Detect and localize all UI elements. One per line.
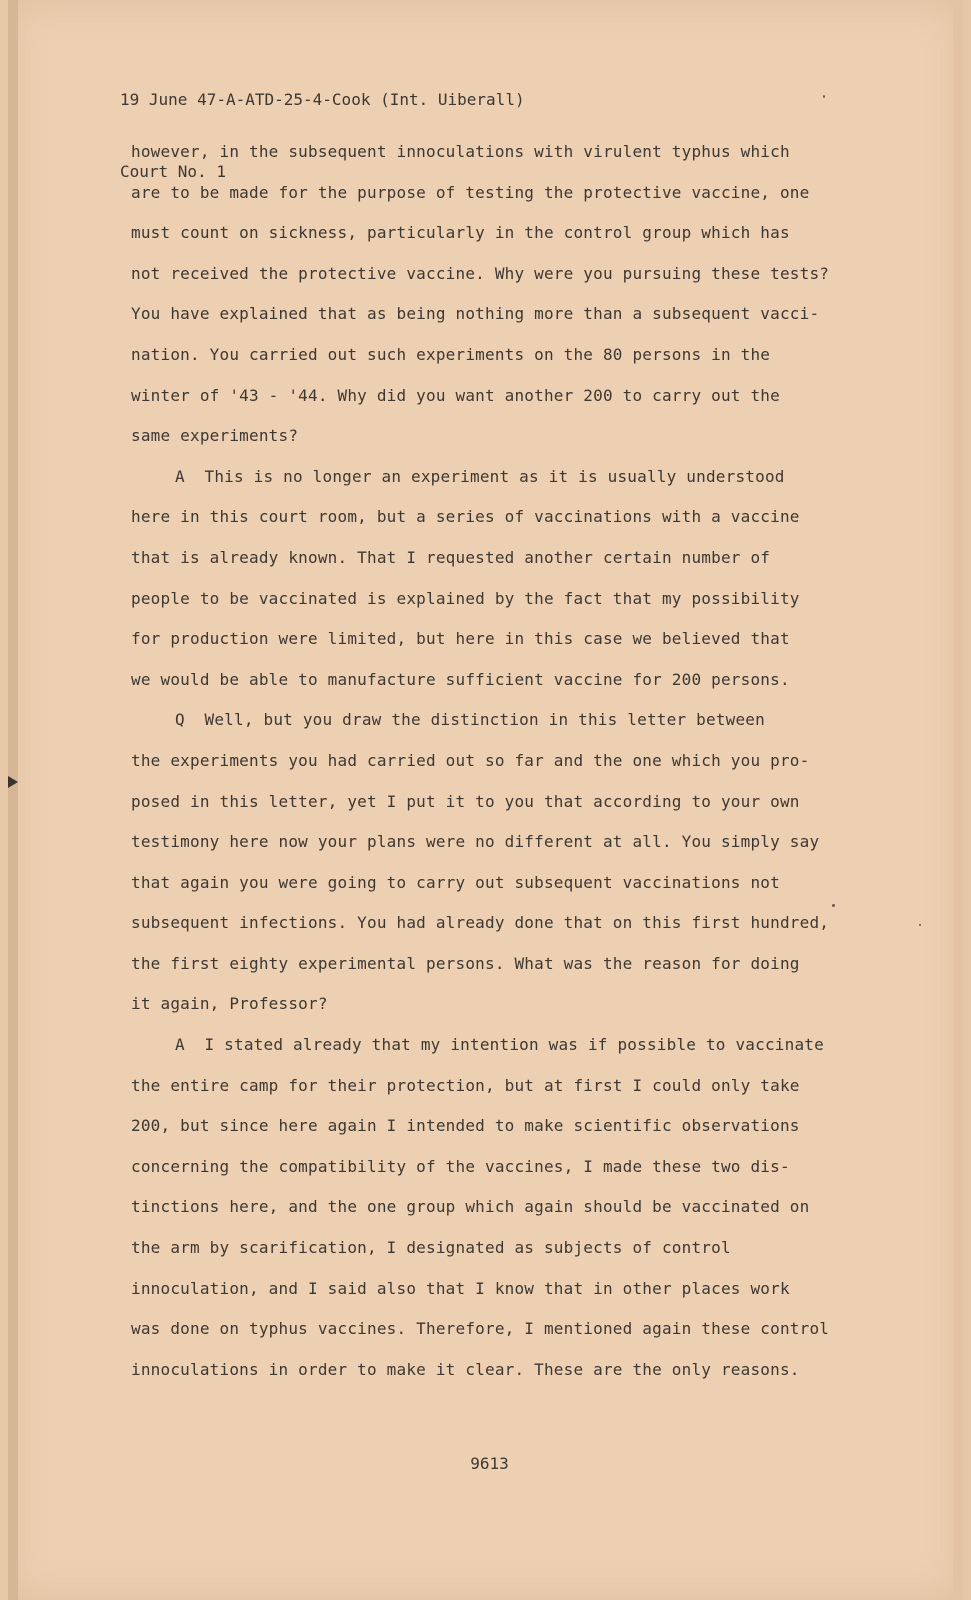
text-line: same experiments? (131, 426, 299, 446)
paragraph-answer-2 (131, 1025, 871, 1390)
header-line-date-case: 19 June 47-A-ATD-25-4-Cook (Int. Uiberall) (120, 90, 525, 109)
text-line: it again, Professor? (131, 994, 328, 1014)
text-line: the entire camp for their protection, but at first I could only take (131, 1075, 800, 1095)
text-line: was done on typhus vaccines. Therefore, I mentioned again these control (131, 1319, 830, 1339)
text-line: that is already known. That I requested another certain number of (131, 547, 771, 567)
paragraph-question-continued (131, 132, 871, 457)
text-line: the experiments you had carried out so far and the one which you pro- (131, 750, 810, 770)
text-line: nation. You carried out such experiments on the 80 persons in the (131, 344, 771, 364)
page-right-edge (953, 0, 963, 1600)
speck (919, 924, 921, 926)
page-left-edge (8, 0, 18, 1600)
text-line: testimony here now your plans were no different at all. You simply say (131, 832, 820, 852)
text-line: we would be able to manufacture sufficient vaccine for 200 persons. (131, 669, 790, 689)
text-line: tinctions here, and the one group which again should be vaccinated on (131, 1197, 810, 1217)
speck (823, 95, 825, 98)
text-line: innoculations in order to make it clear. These are the only reasons. (131, 1359, 800, 1379)
text-line: here in this court room, but a series of vaccinations with a vaccine (131, 507, 800, 527)
text-line: subsequent infections. You had already done that on this first hundred, (131, 913, 830, 933)
transcript-body (131, 132, 871, 1390)
text-line: must count on sickness, particularly in the control group which has (131, 223, 790, 243)
paragraph-answer-1 (131, 457, 871, 701)
text-line: are to be made for the purpose of testing the protective vaccine, one (131, 182, 810, 202)
text-line: not received the protective vaccine. Why were you pursuing these tests? (131, 263, 830, 283)
text-line: Q Well, but you draw the distinction in this letter between (175, 710, 765, 730)
paragraph-question-2 (131, 700, 871, 1025)
text-line: the arm by scarification, I designated as subjects of control (131, 1238, 731, 1258)
text-line: concerning the compatibility of the vaccines, I made these two dis- (131, 1156, 790, 1176)
text-line: the first eighty experimental persons. What was the reason for doing (131, 953, 800, 973)
text-line: however, in the subsequent innoculations with virulent typhus which (131, 142, 790, 161)
text-line: 200, but since here again I intended to make scientific observations (131, 1116, 800, 1136)
text-line: A I stated already that my intention was if possible to vaccinate (175, 1035, 824, 1055)
text-line: that again you were going to carry out subsequent vaccinations not (131, 872, 780, 892)
text-line: people to be vaccinated is explained by the fact that my possibility (131, 588, 800, 608)
text-line: A This is no longer an experiment as it is usually understood (175, 466, 785, 486)
text-line: You have explained that as being nothing more than a subsequent vacci- (131, 304, 820, 324)
text-line: for production were limited, but here in this case we believed that (131, 629, 790, 649)
text-line: posed in this letter, yet I put it to you that according to your own (131, 791, 800, 811)
header-line-court: Court No. 1 (120, 162, 226, 181)
text-line: winter of '43 - '44. Why did you want another 200 to carry out the (131, 385, 780, 405)
page-number: 9613 (470, 1454, 509, 1473)
text-line: innoculation, and I said also that I know that in other places work (131, 1278, 790, 1298)
